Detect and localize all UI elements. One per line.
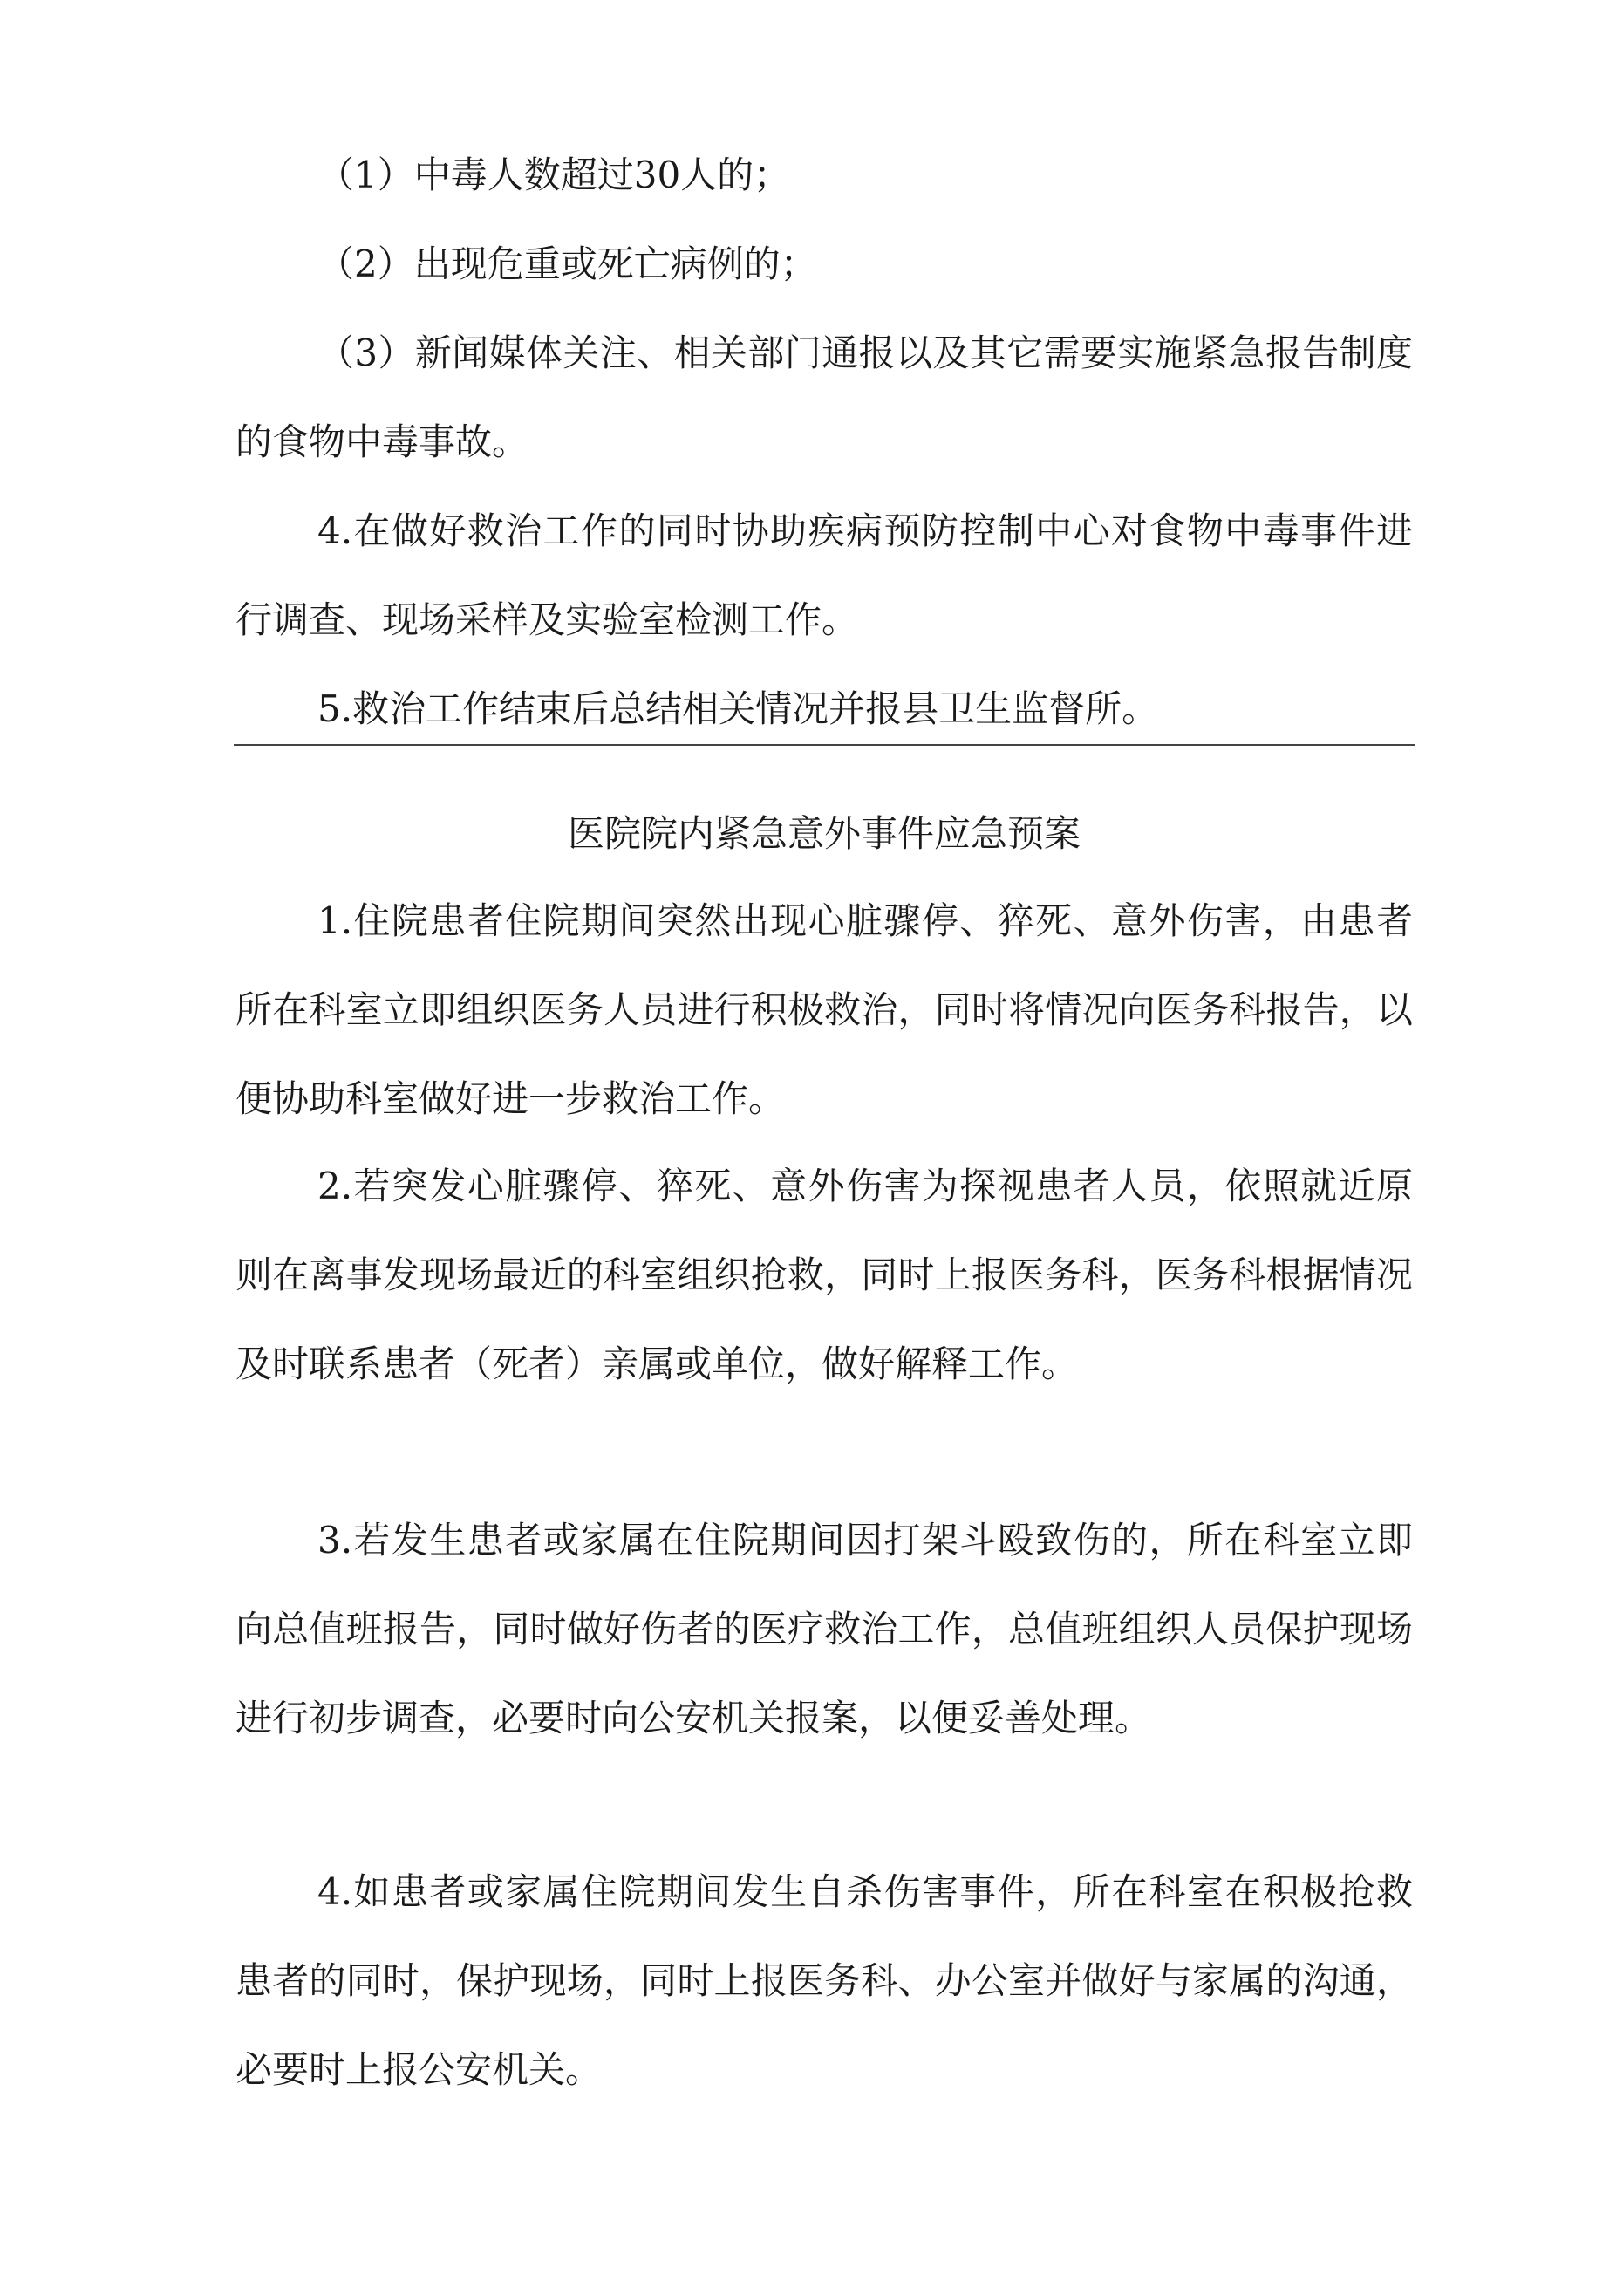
list-item-1: （1）中毒人数超过30人的； bbox=[317, 154, 791, 196]
section-divider bbox=[234, 744, 1415, 746]
section-title: 医院院内紧急意外事件应急预案 bbox=[567, 812, 1081, 855]
paragraph-2: 2.若突发心脏骤停、猝死、意外伤害为探视患者人员，依照就近原则在离事发现场最近的科室组织抢救，同时上报医务科，医务科根据情况及时联系患者（死者）亲属或单位，做好解释工作。 bbox=[235, 1165, 1413, 1385]
paragraph-3: 3.若发生患者或家属在住院期间因打架斗殴致伤的，所在科室立即向总值班报告，同时做好伤者的医疗救治工作，总值班组织人员保护现场进行初步调查，必要时向公安机关报案，以便妥善处理。 bbox=[235, 1519, 1413, 1739]
list-item-2: （2）出现危重或死亡病例的； bbox=[317, 243, 817, 285]
list-item-3: （3）新闻媒体关注、相关部门通报以及其它需要实施紧急报告制度的食物中毒事故。 bbox=[235, 331, 1413, 463]
paragraph-4: 4.如患者或家属住院期间发生自杀伤害事件，所在科室在积极抢救患者的同时，保护现场，同时上报医务科、办公室并做好与家属的沟通，必要时上报公安机关。 bbox=[235, 1870, 1413, 2091]
list-item-4: 4.在做好救治工作的同时协助疾病预防控制中心对食物中毒事件进行调查、现场采样及实验室检测工作。 bbox=[235, 509, 1413, 641]
paragraph-1: 1.住院患者住院期间突然出现心脏骤停、猝死、意外伤害，由患者所在科室立即组织医务人员进行积极救治，同时将情况向医务科报告，以便协助科室做好进一步救治工作。 bbox=[235, 899, 1413, 1120]
list-item-5: 5.救治工作结束后总结相关情况并报县卫生监督所。 bbox=[317, 687, 1159, 730]
